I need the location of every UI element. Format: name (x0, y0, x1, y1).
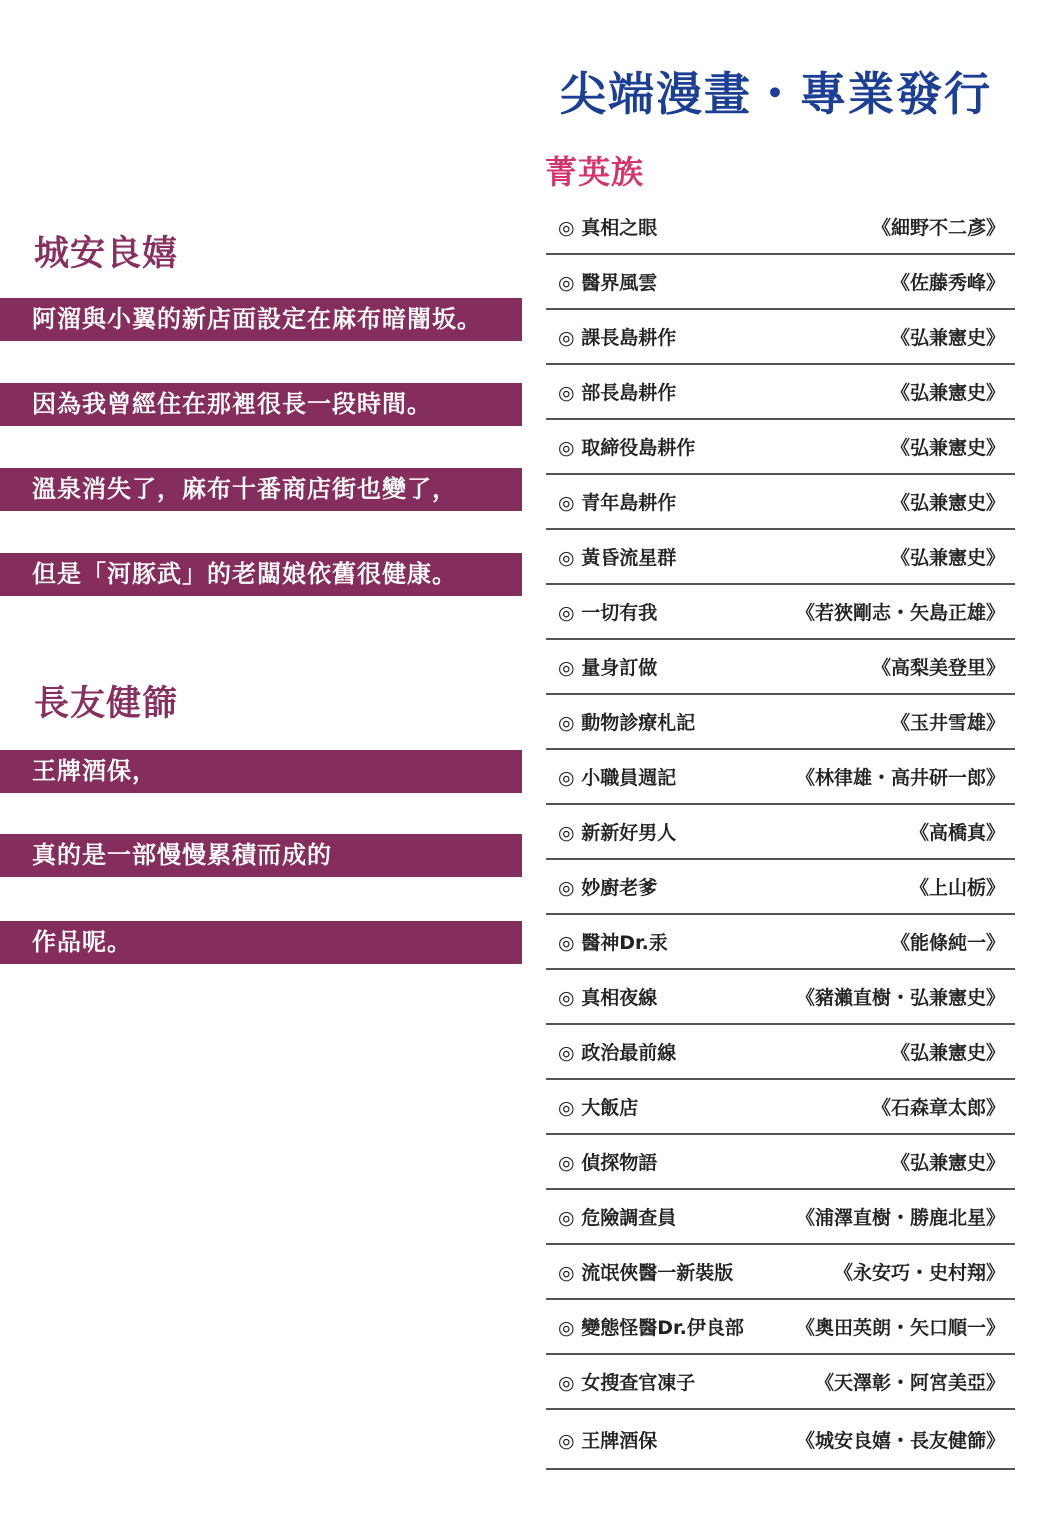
book-title: ◎ 新新好男人 (558, 818, 676, 845)
author-name: 《高梨美登里》 (871, 657, 1005, 679)
book-title: ◎ 取締役島耕作 (558, 433, 695, 460)
author-name: 《玉井雪雄》 (890, 712, 1005, 734)
author-name: 《上山栃》 (909, 877, 1005, 899)
book-title: ◎ 偵探物語 (558, 1148, 657, 1175)
author-name: 《能條純一》 (890, 932, 1005, 954)
book-row (546, 1245, 1015, 1300)
author-name: 《佐藤秀峰》 (890, 272, 1005, 294)
quote-line: 王牌酒保， (0, 750, 522, 793)
quote-line: 阿溜與小翼的新店面設定在麻布暗闇坂。 (0, 298, 522, 341)
author-name: 《浦澤直樹・勝鹿北星》 (795, 1207, 1005, 1229)
author-name: 《弘兼憲史》 (890, 1152, 1005, 1174)
book-row (546, 1025, 1015, 1080)
book-title: ◎ 部長島耕作 (558, 378, 676, 405)
quote-line: 溫泉消失了，麻布十番商店街也變了， (0, 468, 522, 511)
creator-name: 長友健篩 (34, 684, 179, 724)
book-title: ◎ 妙廚老爹 (558, 873, 657, 900)
book-row (546, 1410, 1015, 1470)
book-row (546, 585, 1015, 640)
book-title: ◎ 變態怪醫Dr.伊良部 (558, 1313, 744, 1340)
author-name: 《弘兼憲史》 (890, 382, 1005, 404)
book-title: ◎ 青年島耕作 (558, 488, 676, 515)
book-title: ◎ 真相之眼 (558, 213, 657, 240)
book-title: ◎ 流氓俠醫一新裝版 (558, 1258, 733, 1285)
book-row (546, 640, 1015, 695)
book-row (546, 530, 1015, 585)
book-row (546, 915, 1015, 970)
author-name: 《弘兼憲史》 (890, 492, 1005, 514)
book-row (546, 750, 1015, 805)
book-row (546, 1300, 1015, 1355)
book-title: ◎ 醫界風雲 (558, 268, 657, 295)
author-name: 《若狹剛志・矢島正雄》 (795, 602, 1005, 624)
book-row (546, 1190, 1015, 1245)
book-row (546, 970, 1015, 1025)
author-name: 《奧田英朗・矢口順一》 (795, 1317, 1005, 1339)
author-name: 《林律雄・高井研一郎》 (795, 767, 1005, 789)
book-title: ◎ 大飯店 (558, 1093, 638, 1120)
book-title: ◎ 女搜查官凍子 (558, 1368, 695, 1395)
book-title: ◎ 一切有我 (558, 598, 657, 625)
book-row (546, 200, 1015, 255)
book-row (546, 1135, 1015, 1190)
book-row (546, 475, 1015, 530)
book-title: ◎ 黃昏流星群 (558, 543, 676, 570)
author-name: 《高橋真》 (909, 822, 1005, 844)
book-title: ◎ 量身訂做 (558, 653, 657, 680)
book-title: ◎ 動物診療札記 (558, 708, 695, 735)
author-name: 《天澤彰・阿宮美亞》 (814, 1372, 1005, 1394)
quote-line: 真的是一部慢慢累積而成的 (0, 834, 522, 877)
book-row (546, 860, 1015, 915)
author-name: 《城安良嬉・長友健篩》 (795, 1429, 1005, 1452)
book-title: ◎ 小職員週記 (558, 763, 676, 790)
book-row (546, 695, 1015, 750)
quote-line: 因為我曾經住在那裡很長一段時間。 (0, 383, 522, 426)
book-title: ◎ 王牌酒保 (558, 1426, 657, 1453)
quote-line: 但是「河豚武」的老闆娘依舊很健康。 (0, 553, 522, 596)
book-row (546, 365, 1015, 420)
book-row (546, 255, 1015, 310)
quote-line: 作品呢。 (0, 921, 522, 964)
book-title: ◎ 課長島耕作 (558, 323, 676, 350)
author-name: 《弘兼憲史》 (890, 327, 1005, 349)
author-name: 《弘兼憲史》 (890, 1042, 1005, 1064)
book-row (546, 1355, 1015, 1410)
author-name: 《石森章太郎》 (871, 1097, 1005, 1119)
creator-name: 城安良嬉 (34, 234, 179, 274)
book-list (546, 200, 1015, 1470)
book-title: ◎ 危險調查員 (558, 1203, 676, 1230)
book-row (546, 1080, 1015, 1135)
author-name: 《細野不二彥》 (871, 217, 1005, 239)
book-title: ◎ 政治最前線 (558, 1038, 676, 1065)
author-name: 《豬瀨直樹・弘兼憲史》 (795, 987, 1005, 1009)
author-name: 《永安巧・史村翔》 (833, 1262, 1005, 1284)
book-row (546, 805, 1015, 860)
book-title: ◎ 真相夜線 (558, 983, 657, 1010)
series-title: 菁英族 (545, 153, 645, 191)
publisher-title: 尖端漫畫・專業發行 (560, 67, 992, 121)
book-row (546, 420, 1015, 475)
book-title: ◎ 醫神Dr.汞 (558, 928, 668, 955)
author-name: 《弘兼憲史》 (890, 547, 1005, 569)
author-name: 《弘兼憲史》 (890, 437, 1005, 459)
book-row (546, 310, 1015, 365)
